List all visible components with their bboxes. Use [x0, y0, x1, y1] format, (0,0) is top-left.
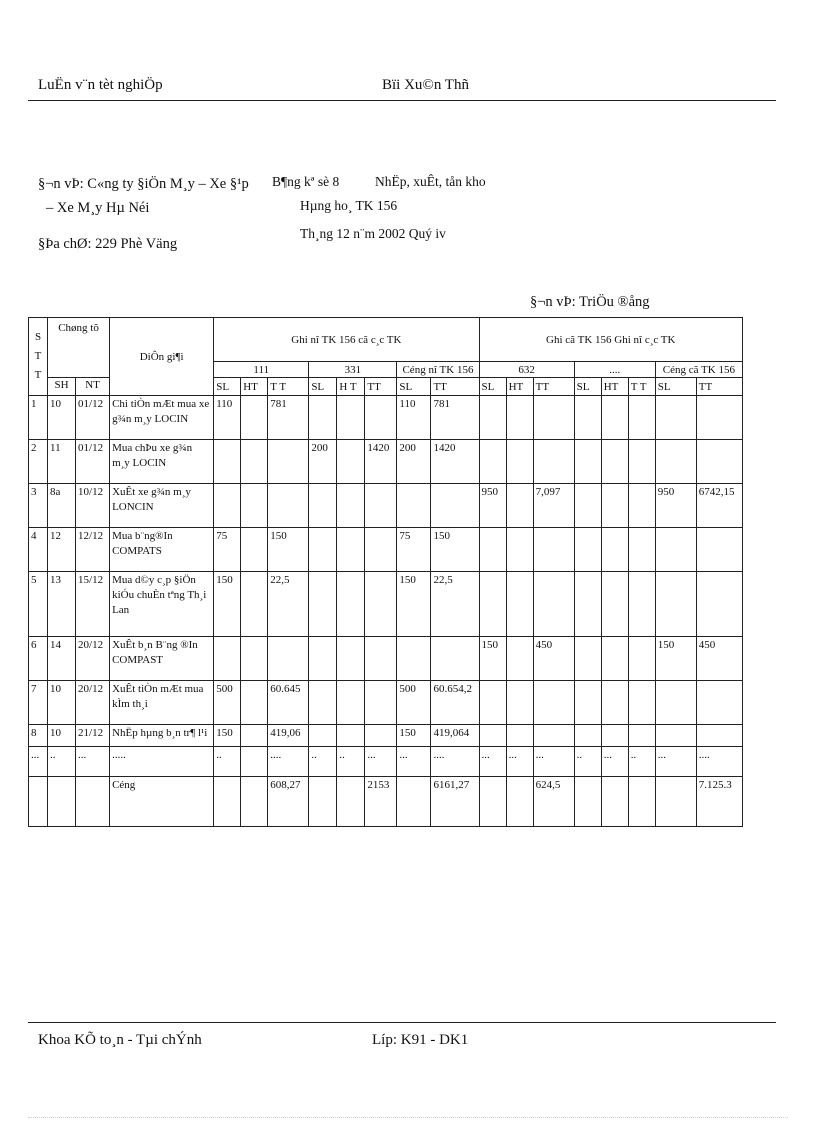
cell-value — [479, 396, 506, 440]
cell-value: ... — [479, 747, 506, 777]
cell-value — [655, 725, 696, 747]
cell-value — [479, 440, 506, 484]
col-sh: SH — [48, 378, 76, 396]
acc-331-header: 331 — [309, 362, 397, 378]
cell-value — [431, 637, 479, 681]
cell-value — [601, 440, 628, 484]
cell-stt: 1 — [29, 396, 48, 440]
credit-group-header: Ghi cã TK 156 Ghi nî c¸c TK — [479, 318, 742, 362]
cell-stt: 6 — [29, 637, 48, 681]
table-row — [29, 747, 743, 777]
cell-value: ... — [533, 747, 574, 777]
cell-value — [628, 681, 655, 725]
cell-value — [628, 725, 655, 747]
cell-value: 200 — [397, 440, 431, 484]
cell-description: Mua d©y c¸p §iÖn kiÓu chuÈn tªng Th¸i Lan — [110, 572, 214, 637]
cell-value — [337, 637, 365, 681]
cell-value: ... — [397, 747, 431, 777]
unit-address: §Þa chØ: 229 Phè Väng — [38, 236, 178, 252]
sub-header: TT — [365, 378, 397, 396]
cell-value — [309, 681, 337, 725]
cell-value — [309, 725, 337, 747]
acc-other-header: .... — [574, 362, 655, 378]
cell-value: 60.645 — [268, 681, 309, 725]
cell-value — [309, 572, 337, 637]
cell-value — [365, 681, 397, 725]
cell-value: 75 — [214, 528, 241, 572]
cell-value — [533, 572, 574, 637]
cell-value — [506, 440, 533, 484]
cell-value — [574, 725, 601, 747]
cell-value — [574, 484, 601, 528]
cell-description: XuÊt xe g¾n m¸y LONCIN — [110, 484, 214, 528]
cell-value: 150 — [479, 637, 506, 681]
cell-value — [601, 572, 628, 637]
cell-value: 6161,27 — [431, 777, 479, 827]
cell-value: 608,27 — [268, 777, 309, 827]
cell-value — [601, 777, 628, 827]
cell-nt: 01/12 — [76, 396, 110, 440]
sub-header: SL — [655, 378, 696, 396]
cell-description: XuÊt b¸n B¨ng ®In COMPAST — [110, 637, 214, 681]
cell-value — [506, 777, 533, 827]
cell-value — [696, 725, 742, 747]
cell-value — [506, 637, 533, 681]
cell-stt: 5 — [29, 572, 48, 637]
cell-description: ..... — [110, 747, 214, 777]
cell-value — [431, 484, 479, 528]
cell-nt: 20/12 — [76, 681, 110, 725]
sub-header: T T — [268, 378, 309, 396]
cell-sh — [48, 777, 76, 827]
cell-sh: 13 — [48, 572, 76, 637]
cell-value: 150 — [397, 725, 431, 747]
cell-value: 450 — [696, 637, 742, 681]
cell-value — [533, 528, 574, 572]
cell-value: 150 — [268, 528, 309, 572]
cell-value: 200 — [309, 440, 337, 484]
cell-sh: 11 — [48, 440, 76, 484]
cell-value — [601, 681, 628, 725]
cell-nt: 21/12 — [76, 725, 110, 747]
cell-value — [574, 777, 601, 827]
cell-nt: 12/12 — [76, 528, 110, 572]
cell-value — [628, 528, 655, 572]
cell-nt: 10/12 — [76, 484, 110, 528]
cell-value — [655, 681, 696, 725]
cell-value: 150 — [655, 637, 696, 681]
cell-sh: 12 — [48, 528, 76, 572]
cell-value: .... — [696, 747, 742, 777]
cell-value: 950 — [479, 484, 506, 528]
cell-value: ... — [655, 747, 696, 777]
cell-stt: 7 — [29, 681, 48, 725]
cell-value: 419,06 — [268, 725, 309, 747]
cell-value — [365, 637, 397, 681]
cell-value — [214, 637, 241, 681]
cell-value — [574, 440, 601, 484]
cell-value: 624,5 — [533, 777, 574, 827]
total-credit-header: Céng cã TK 156 — [655, 362, 742, 378]
cell-value: 150 — [431, 528, 479, 572]
report-subtitle: NhËp, xuÊt, tån kho — [375, 174, 486, 189]
cell-value: 500 — [214, 681, 241, 725]
sub-header: HT — [506, 378, 533, 396]
cell-value — [628, 440, 655, 484]
cell-value — [655, 572, 696, 637]
cell-value — [479, 681, 506, 725]
table-row — [29, 484, 743, 528]
debit-group-header: Ghi nî TK 156 cã c¸c TK — [214, 318, 479, 362]
cell-value — [309, 637, 337, 681]
report-period: Th¸ng 12 n¨m 2002 Quý iv — [300, 226, 446, 241]
inventory-ledger-table — [28, 317, 743, 827]
cell-stt: 3 — [29, 484, 48, 528]
cell-value — [696, 528, 742, 572]
sub-header: TT — [431, 378, 479, 396]
cell-value — [337, 681, 365, 725]
sub-header: HT — [601, 378, 628, 396]
cell-value — [628, 777, 655, 827]
cell-value — [397, 777, 431, 827]
cell-value — [309, 484, 337, 528]
sub-header: SL — [479, 378, 506, 396]
cell-value — [309, 396, 337, 440]
cell-value — [506, 725, 533, 747]
cell-value — [397, 637, 431, 681]
cell-value: .... — [268, 747, 309, 777]
cell-value — [601, 396, 628, 440]
cell-value — [337, 777, 365, 827]
cell-value — [337, 440, 365, 484]
cell-value — [365, 484, 397, 528]
cell-value: .. — [337, 747, 365, 777]
cell-value: 781 — [268, 396, 309, 440]
cell-value: 781 — [431, 396, 479, 440]
cell-value — [268, 484, 309, 528]
total-debit-header: Céng nî TK 156 — [397, 362, 479, 378]
cell-value: 150 — [214, 725, 241, 747]
money-unit: §¬n vÞ: TriÖu ®ång — [530, 294, 650, 310]
cell-sh: 8a — [48, 484, 76, 528]
cell-value — [479, 725, 506, 747]
cell-value — [309, 777, 337, 827]
faculty-name: Khoa KÕ to¸n - Tµi chÝnh — [38, 1032, 202, 1048]
cell-value: 1420 — [365, 440, 397, 484]
total-row — [29, 777, 743, 827]
cell-value: 500 — [397, 681, 431, 725]
cell-value — [241, 440, 268, 484]
col-dien-giai: DiÔn gi¶i — [110, 318, 214, 396]
cell-value — [214, 777, 241, 827]
sub-header: SL — [574, 378, 601, 396]
cell-value — [337, 528, 365, 572]
cell-value: 7,097 — [533, 484, 574, 528]
cell-description: Mua b¨ng®In COMPATS — [110, 528, 214, 572]
goods-account: Hµng ho¸ TK 156 — [300, 198, 398, 213]
acc-632-header: 632 — [479, 362, 574, 378]
cell-value — [601, 484, 628, 528]
cell-value: 450 — [533, 637, 574, 681]
cell-description: XuÊt tiÒn mÆt mua kÌm th¸i — [110, 681, 214, 725]
cell-value — [241, 572, 268, 637]
cell-sh: 10 — [48, 396, 76, 440]
cell-description: Céng — [110, 777, 214, 827]
cell-value — [628, 396, 655, 440]
cell-value — [601, 528, 628, 572]
cell-value: 60.654,2 — [431, 681, 479, 725]
acc-111-header: 111 — [214, 362, 309, 378]
cell-value — [506, 572, 533, 637]
cell-description: Mua chÞu xe g¾n m¸y LOCIN — [110, 440, 214, 484]
cell-value — [241, 637, 268, 681]
cell-value — [533, 725, 574, 747]
cell-value — [365, 725, 397, 747]
cell-sh: 14 — [48, 637, 76, 681]
cell-description: Chi tiÒn mÆt mua xe g¾n m¸y LOCIN — [110, 396, 214, 440]
cell-value: 419,064 — [431, 725, 479, 747]
cell-value — [533, 681, 574, 725]
cell-value — [628, 637, 655, 681]
cell-stt: 2 — [29, 440, 48, 484]
header-divider — [28, 100, 776, 101]
cell-nt — [76, 777, 110, 827]
cell-nt: 15/12 — [76, 572, 110, 637]
cell-value: 22,5 — [431, 572, 479, 637]
cell-value — [365, 572, 397, 637]
cell-value — [506, 681, 533, 725]
table-row — [29, 528, 743, 572]
cell-value — [309, 528, 337, 572]
cell-value — [241, 528, 268, 572]
cell-value — [241, 747, 268, 777]
cell-value: 950 — [655, 484, 696, 528]
cell-value: 150 — [214, 572, 241, 637]
cell-value: 2153 — [365, 777, 397, 827]
cell-value — [268, 637, 309, 681]
col-nt: NT — [76, 378, 110, 396]
cell-value — [696, 440, 742, 484]
cell-value — [241, 725, 268, 747]
cell-value — [337, 396, 365, 440]
cell-value — [337, 484, 365, 528]
report-title: B¶ng kª sè 8 — [272, 174, 340, 189]
cell-nt: ... — [76, 747, 110, 777]
sub-header: T T — [628, 378, 655, 396]
cell-value — [268, 440, 309, 484]
sub-header: SL — [397, 378, 431, 396]
cell-value — [479, 572, 506, 637]
cell-sh: 10 — [48, 725, 76, 747]
sub-header: HT — [241, 378, 268, 396]
unit-name-line-1: §¬n vÞ: C«ng ty §iÖn M¸y – Xe §¹p — [38, 176, 249, 192]
sub-header: TT — [533, 378, 574, 396]
cell-value — [241, 484, 268, 528]
cell-value — [506, 484, 533, 528]
cell-value: ... — [365, 747, 397, 777]
cell-value — [337, 725, 365, 747]
footer-divider — [28, 1022, 776, 1023]
sub-header: SL — [309, 378, 337, 396]
thesis-header-title: LuËn v¨n tèt nghiÖp — [38, 77, 163, 93]
cell-description: NhËp hµng b¸n tr¶ l¹i — [110, 725, 214, 747]
cell-stt: ... — [29, 747, 48, 777]
table-row — [29, 396, 743, 440]
cell-value — [574, 528, 601, 572]
table-row — [29, 681, 743, 725]
cell-value: .... — [431, 747, 479, 777]
cell-stt — [29, 777, 48, 827]
cell-value: .. — [309, 747, 337, 777]
cell-value — [214, 484, 241, 528]
cell-value: 150 — [397, 572, 431, 637]
cell-value — [479, 777, 506, 827]
cell-value — [241, 681, 268, 725]
cell-value: 75 — [397, 528, 431, 572]
cell-value — [533, 396, 574, 440]
cell-value — [655, 528, 696, 572]
unit-name-line-2: – Xe M¸y Hµ Néi — [46, 200, 150, 216]
cell-value: ... — [506, 747, 533, 777]
cell-stt: 8 — [29, 725, 48, 747]
cell-value — [365, 396, 397, 440]
cell-value — [628, 572, 655, 637]
col-chung-tu: Chøng tõ — [48, 318, 110, 378]
cell-value — [601, 637, 628, 681]
cell-value: 1420 — [431, 440, 479, 484]
table-row — [29, 637, 743, 681]
cell-value — [506, 528, 533, 572]
author-name: Bïi Xu©n Thñ — [382, 77, 469, 93]
cell-value — [506, 396, 533, 440]
cell-value — [696, 681, 742, 725]
cell-value: 110 — [397, 396, 431, 440]
ledger-body — [29, 396, 743, 827]
sub-header: TT — [696, 378, 742, 396]
cell-value — [241, 777, 268, 827]
cell-value — [241, 396, 268, 440]
cell-value — [365, 528, 397, 572]
cell-value — [574, 572, 601, 637]
col-stt: S T T — [29, 318, 48, 396]
cell-nt: 20/12 — [76, 637, 110, 681]
cell-value — [655, 440, 696, 484]
table-row — [29, 725, 743, 747]
table-row — [29, 440, 743, 484]
cell-value — [574, 396, 601, 440]
cell-value — [574, 681, 601, 725]
cell-value — [696, 396, 742, 440]
cell-value — [655, 396, 696, 440]
sub-header: SL — [214, 378, 241, 396]
cell-value — [601, 725, 628, 747]
cell-value: 7.125.3 — [696, 777, 742, 827]
cell-value — [533, 440, 574, 484]
class-name: Líp: K91 - DK1 — [372, 1032, 469, 1048]
cell-value: .. — [214, 747, 241, 777]
cell-value — [574, 637, 601, 681]
cell-value — [397, 484, 431, 528]
cell-stt: 4 — [29, 528, 48, 572]
cell-value — [628, 484, 655, 528]
cell-sh: .. — [48, 747, 76, 777]
cell-sh: 10 — [48, 681, 76, 725]
cell-value — [214, 440, 241, 484]
cell-value — [655, 777, 696, 827]
cell-value: 110 — [214, 396, 241, 440]
cell-value — [479, 528, 506, 572]
cell-value: 22,5 — [268, 572, 309, 637]
cell-nt: 01/12 — [76, 440, 110, 484]
cell-value: 6742,15 — [696, 484, 742, 528]
sub-header: H T — [337, 378, 365, 396]
table-row — [29, 572, 743, 637]
cell-value — [696, 572, 742, 637]
cell-value: .. — [574, 747, 601, 777]
cell-value: ... — [601, 747, 628, 777]
cell-value: .. — [628, 747, 655, 777]
cell-value — [337, 572, 365, 637]
page-bottom-border — [28, 1117, 788, 1118]
